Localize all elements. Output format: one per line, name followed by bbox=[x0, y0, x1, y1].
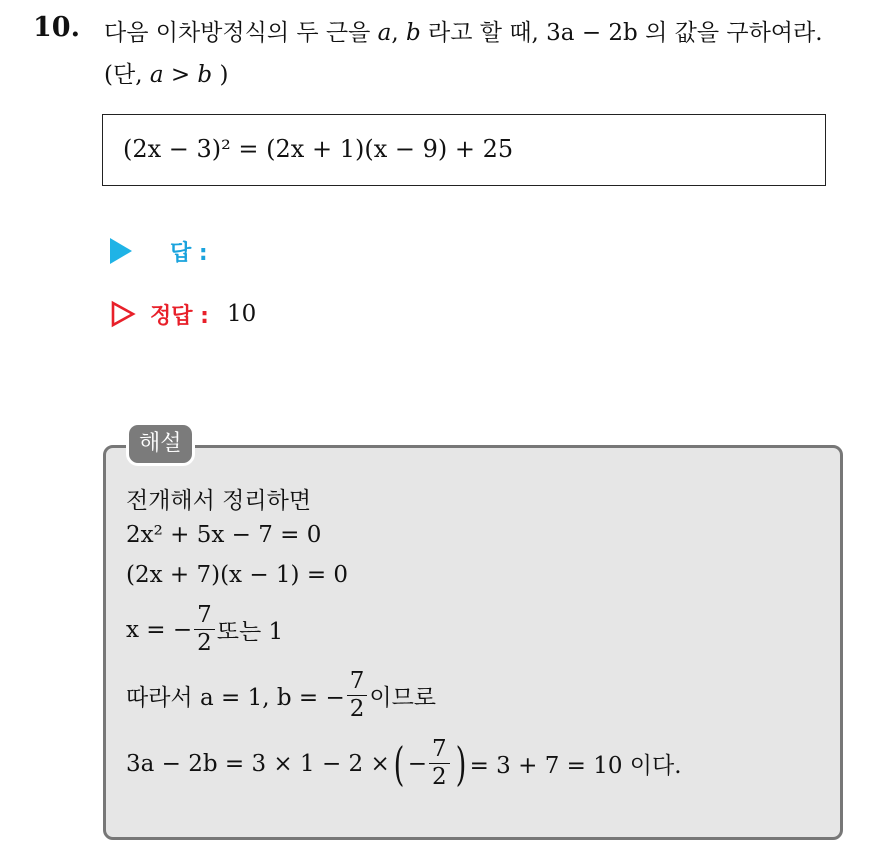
question-number: 10. bbox=[33, 12, 80, 43]
question-text-part: 라고 할 때, bbox=[420, 20, 547, 46]
answer-row bbox=[110, 234, 208, 268]
solution-line-2 bbox=[126, 522, 321, 548]
fraction-numerator: 7 bbox=[347, 670, 368, 696]
fraction bbox=[429, 738, 450, 789]
answer-label: 답 : bbox=[170, 240, 208, 266]
solution-text: x = − bbox=[126, 616, 193, 643]
fraction-numerator: 7 bbox=[194, 604, 215, 630]
solution-line-3 bbox=[126, 562, 348, 588]
solution-text: 이므로 bbox=[369, 685, 437, 711]
play-triangle-icon bbox=[110, 238, 132, 264]
solution-tab: 해설 bbox=[129, 425, 192, 463]
question-condition bbox=[104, 56, 228, 89]
question-text-part: 의 값을 구하여라. bbox=[637, 20, 823, 46]
var-b: b bbox=[406, 20, 421, 46]
solution-line-1 bbox=[126, 482, 311, 515]
fraction bbox=[194, 604, 215, 655]
solution-text: 따라서 a = 1, b = − bbox=[126, 685, 345, 711]
solution-text: − bbox=[407, 750, 427, 777]
comma: , bbox=[391, 20, 406, 46]
outline-triangle-icon bbox=[110, 300, 136, 328]
fraction-denominator: 2 bbox=[197, 630, 212, 656]
solution-equation: (2x + 7)(x − 1) = 0 bbox=[126, 562, 349, 588]
solution-text: 3a − 2b = 3 × 1 − 2 × bbox=[126, 750, 390, 777]
fraction-denominator: 2 bbox=[349, 696, 365, 722]
solution-line-5 bbox=[126, 670, 436, 721]
solution-text: = 3 + 7 = 10 이다. bbox=[469, 753, 682, 779]
equation-box bbox=[102, 114, 826, 186]
solution-text: 전개해서 정리하면 bbox=[126, 488, 312, 514]
solution-line-4 bbox=[126, 604, 283, 655]
solution-equation: 2x² + 5x − 7 = 0 bbox=[126, 522, 322, 548]
solution-line-6 bbox=[126, 738, 682, 789]
equation: (2x − 3)² = (2x + 1)(x − 9) + 25 bbox=[123, 135, 514, 163]
fraction bbox=[347, 670, 368, 721]
fraction-numerator: 7 bbox=[429, 738, 450, 764]
condition-open: (단, bbox=[104, 62, 150, 88]
condition-expr: a > b bbox=[149, 62, 213, 88]
correct-answer-label: 정답 : bbox=[150, 303, 209, 329]
condition-close: ) bbox=[212, 62, 229, 88]
question-text-part: 다음 이차방정식의 두 근을 bbox=[104, 20, 378, 46]
correct-answer-value: 10 bbox=[226, 301, 257, 327]
fraction-denominator: 2 bbox=[432, 764, 447, 790]
solution-text: 또는 1 bbox=[216, 619, 284, 645]
right-paren: ) bbox=[455, 736, 467, 791]
target-expression: 3a − 2b bbox=[546, 20, 638, 46]
correct-answer-row bbox=[110, 296, 256, 332]
question-text bbox=[104, 14, 823, 47]
left-paren: ( bbox=[393, 736, 405, 791]
var-a: a bbox=[377, 20, 392, 46]
